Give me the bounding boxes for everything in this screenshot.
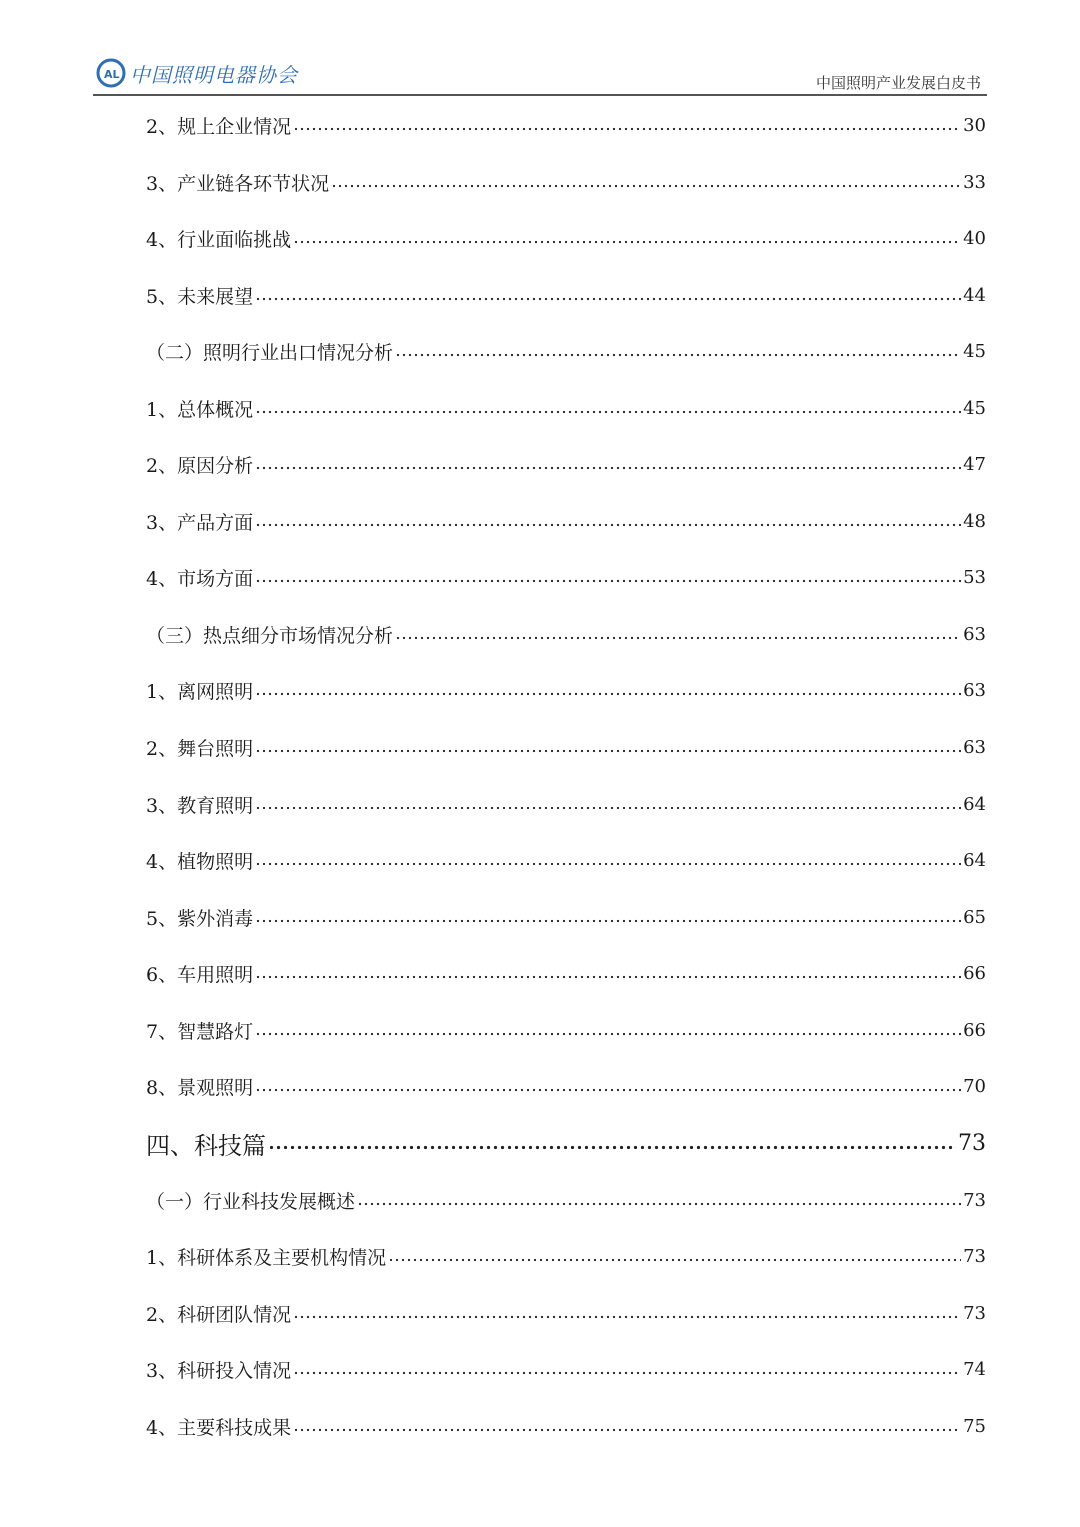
toc-entry-label: 4、主要科技成果	[146, 1416, 292, 1439]
toc-entry-page-number: 45	[963, 397, 986, 419]
toc-leader-dots	[255, 297, 961, 301]
toc-entry-label: 3、科研投入情况	[146, 1359, 292, 1382]
toc-entry[interactable]	[146, 388, 986, 428]
toc-entry[interactable]	[146, 1406, 986, 1446]
toc-entry[interactable]	[146, 953, 986, 993]
toc-entry-label: 3、教育照明	[146, 794, 254, 817]
toc-entry-page-number: 63	[963, 736, 986, 758]
toc-entry-label: 8、景观照明	[146, 1076, 254, 1099]
toc-entry-page-number: 33	[963, 171, 986, 193]
toc-entry-label: 四、科技篇	[146, 1131, 266, 1160]
header-divider	[93, 94, 987, 96]
toc-entry-page-number: 64	[963, 849, 986, 871]
toc-entry[interactable]	[146, 501, 986, 541]
toc-entry-label: （一）行业科技发展概述	[146, 1190, 356, 1213]
toc-entry-page-number: 66	[963, 1019, 986, 1041]
page-header	[93, 50, 987, 96]
toc-entry-label: 2、原因分析	[146, 454, 254, 477]
toc-entry-page-number: 73	[963, 1245, 986, 1267]
toc-leader-dots	[255, 806, 961, 810]
toc-entry-label: （二）照明行业出口情况分析	[146, 341, 394, 364]
toc-entry-label: 2、规上企业情况	[146, 115, 292, 138]
toc-leader-dots	[395, 636, 961, 640]
toc-entry-label: 1、科研体系及主要机构情况	[146, 1246, 387, 1269]
toc-leader-dots	[388, 1258, 961, 1262]
toc-entry-label: 3、产业链各环节状况	[146, 172, 330, 195]
toc-entry[interactable]	[146, 557, 986, 597]
toc-leader-dots	[255, 862, 961, 866]
toc-entry-label: （三）热点细分市场情况分析	[146, 624, 394, 647]
toc-entry-label: 4、行业面临挑战	[146, 228, 292, 251]
toc-entry[interactable]	[146, 897, 986, 937]
toc-leader-dots	[255, 579, 961, 583]
toc-entry[interactable]	[146, 1236, 986, 1276]
toc-entry-page-number: 73	[963, 1302, 986, 1324]
toc-entry[interactable]	[146, 1180, 986, 1220]
toc-entry-label: 5、紫外消毒	[146, 907, 254, 930]
toc-leader-dots	[255, 410, 961, 414]
toc-entry[interactable]	[146, 670, 986, 710]
toc-entry-page-number: 45	[963, 340, 986, 362]
toc-entry[interactable]	[146, 444, 986, 484]
toc-entry[interactable]	[146, 162, 986, 202]
toc-leader-dots	[293, 1371, 961, 1375]
toc-entry-page-number: 40	[963, 227, 986, 249]
toc-entry-page-number: 63	[963, 679, 986, 701]
toc-entry[interactable]	[146, 218, 986, 258]
toc-leader-dots	[255, 1088, 961, 1092]
toc-entry-label: 2、科研团队情况	[146, 1303, 292, 1326]
toc-leader-dots	[357, 1202, 961, 1206]
cali-logo-icon	[96, 58, 126, 88]
toc-leader-dots	[255, 523, 961, 527]
toc-leader-dots	[331, 184, 961, 188]
toc-entry[interactable]	[146, 331, 986, 371]
toc-leader-dots	[293, 240, 961, 244]
toc-entry[interactable]	[146, 1293, 986, 1333]
toc-leader-dots	[293, 1428, 961, 1432]
document-title: 中国照明产业发展白皮书	[815, 74, 981, 92]
toc-entry[interactable]	[146, 1123, 986, 1163]
toc-leader-dots	[293, 1315, 961, 1319]
toc-entry[interactable]	[146, 275, 986, 315]
toc-entry-label: 1、离网照明	[146, 680, 254, 703]
toc-entry-label: 5、未来展望	[146, 285, 254, 308]
toc-entry-page-number: 65	[963, 906, 986, 928]
toc-entry[interactable]	[146, 784, 986, 824]
association-logo	[96, 55, 298, 91]
toc-entry-page-number: 70	[963, 1075, 986, 1097]
toc-entry-page-number: 30	[963, 114, 986, 136]
toc-leader-dots	[293, 127, 961, 131]
toc-entry[interactable]	[146, 727, 986, 767]
toc-entry-page-number: 44	[963, 284, 986, 306]
toc-leader-dots	[255, 749, 961, 753]
toc-entry-page-number: 64	[963, 793, 986, 815]
toc-entry-label: 6、车用照明	[146, 963, 254, 986]
toc-leader-dots	[255, 1032, 961, 1036]
toc-entry-page-number: 75	[963, 1415, 986, 1437]
toc-entry[interactable]	[146, 840, 986, 880]
logo-text: 中国照明电器协会	[130, 62, 298, 87]
toc-leader-dots	[395, 353, 961, 357]
toc-entry[interactable]	[146, 1066, 986, 1106]
toc-entry-page-number: 53	[963, 566, 986, 588]
toc-leader-dots	[255, 466, 961, 470]
toc-leader-dots	[255, 919, 961, 923]
toc-entry-label: 7、智慧路灯	[146, 1020, 254, 1043]
svg-text:AL: AL	[104, 68, 120, 81]
toc-entry-label: 4、植物照明	[146, 850, 254, 873]
toc-entry-label: 2、舞台照明	[146, 737, 254, 760]
toc-entry-page-number: 73	[958, 1130, 986, 1156]
toc-leader-dots	[255, 975, 961, 979]
toc-entry-page-number: 66	[963, 962, 986, 984]
toc-entry[interactable]	[146, 614, 986, 654]
toc-entry[interactable]	[146, 1010, 986, 1050]
toc-entry-label: 1、总体概况	[146, 398, 254, 421]
toc-entry-page-number: 73	[963, 1189, 986, 1211]
toc-leader-dots	[268, 1145, 956, 1150]
toc-entry-page-number: 48	[963, 510, 986, 532]
toc-entry-page-number: 74	[963, 1358, 986, 1380]
toc-entry-page-number: 47	[963, 453, 986, 475]
toc-entry-label: 4、市场方面	[146, 567, 254, 590]
toc-entry-label: 3、产品方面	[146, 511, 254, 534]
toc-entry-page-number: 63	[963, 623, 986, 645]
toc-entry[interactable]	[146, 105, 986, 145]
toc-entry[interactable]	[146, 1349, 986, 1389]
toc-leader-dots	[255, 692, 961, 696]
